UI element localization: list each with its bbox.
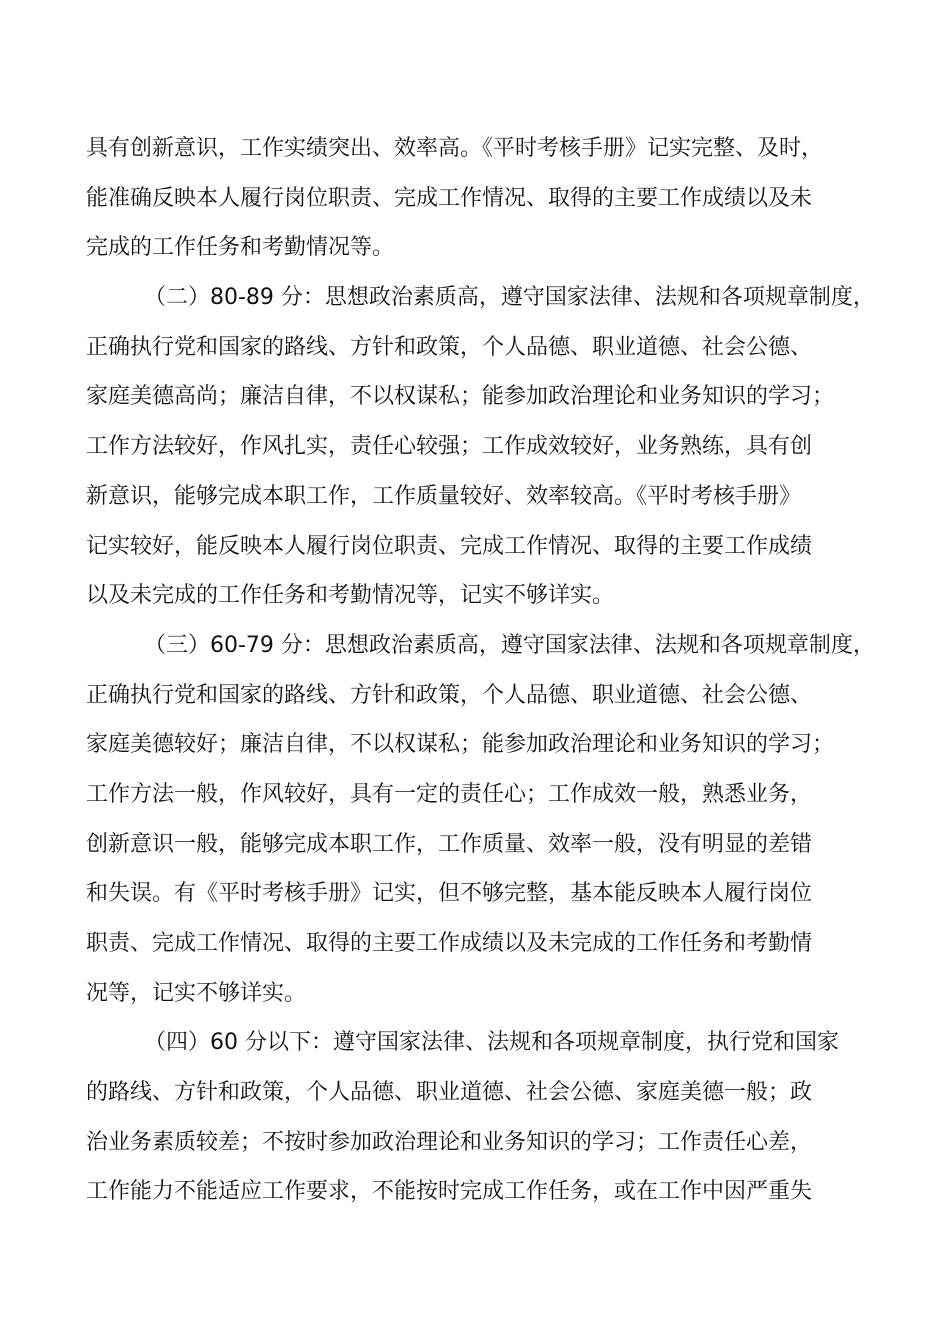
text-line: 和失误。有《平时考核手册》记实，但不够完整，基本能反映本人履行岗位: [86, 881, 813, 907]
text-line: 家庭美德较好；廉洁自律，不以权谋私；能参加政治理论和业务知识的学习；: [86, 732, 835, 758]
paragraph-1: [86, 124, 886, 273]
paragraph-3: [86, 621, 886, 1019]
text-line: 正确执行党和国家的路线、方针和政策，个人品德、职业道德、社会公德、: [86, 682, 813, 708]
text-line: 职责、完成工作情况、取得的主要工作成绩以及未完成的工作任务和考勤情: [86, 931, 813, 956]
text-line: 治业务素质较差；不按时参加政治理论和业务知识的学习；工作责任心差，: [86, 1129, 813, 1155]
text-line: 具有创新意识，工作实绩突出、效率高。《平时考核手册》记实完整、及时，: [86, 136, 824, 161]
text-line: 能准确反映本人履行岗位职责、完成工作情况、取得的主要工作成绩以及未: [86, 185, 813, 211]
paragraph-2: [86, 273, 886, 621]
text-line: 正确执行党和国家的路线、方针和政策，个人品德、职业道德、社会公德、: [86, 334, 813, 360]
text-line: 的路线、方针和政策，个人品德、职业道德、社会公德、家庭美德一般；政: [86, 1080, 813, 1106]
paragraph-4: [86, 1018, 886, 1217]
text-line: 工作能力不能适应工作要求，不能按时完成工作任务，或在工作中因严重失: [86, 1179, 813, 1205]
text-line: 工作方法一般，作风较好，具有一定的责任心；工作成效一般，熟悉业务，: [86, 781, 813, 807]
text-line: （四）60 分以下：遵守国家法律、法规和各项规章制度，执行党和国家: [144, 1030, 839, 1056]
text-line: （三）60-79 分：思想政治素质高，遵守国家法律、法规和各项规章制度，: [144, 632, 875, 658]
document-body: [86, 124, 886, 1217]
text-line: 工作方法较好，作风扎实，责任心较强；工作成效较好，业务熟练，具有创: [86, 434, 813, 460]
text-line: 创新意识一般，能够完成本职工作，工作质量、效率一般，没有明显的差错: [86, 831, 813, 857]
text-line: 完成的工作任务和考勤情况等。: [86, 235, 395, 261]
text-line: 记实较好，能反映本人履行岗位职责、完成工作情况、取得的主要工作成绩: [86, 533, 813, 559]
text-line: 家庭美德高尚；廉洁自律，不以权谋私；能参加政治理论和业务知识的学习；: [86, 384, 835, 410]
text-line: 新意识，能够完成本职工作，工作质量较好、效率较高。《平时考核手册》: [86, 483, 802, 509]
text-line: （二）80-89 分：思想政治素质高，遵守国家法律、法规和各项规章制度，: [144, 285, 875, 311]
text-line: 以及未完成的工作任务和考勤情况等，记实不够详实。: [86, 583, 615, 609]
text-line: 况等，记实不够详实。: [86, 980, 307, 1006]
